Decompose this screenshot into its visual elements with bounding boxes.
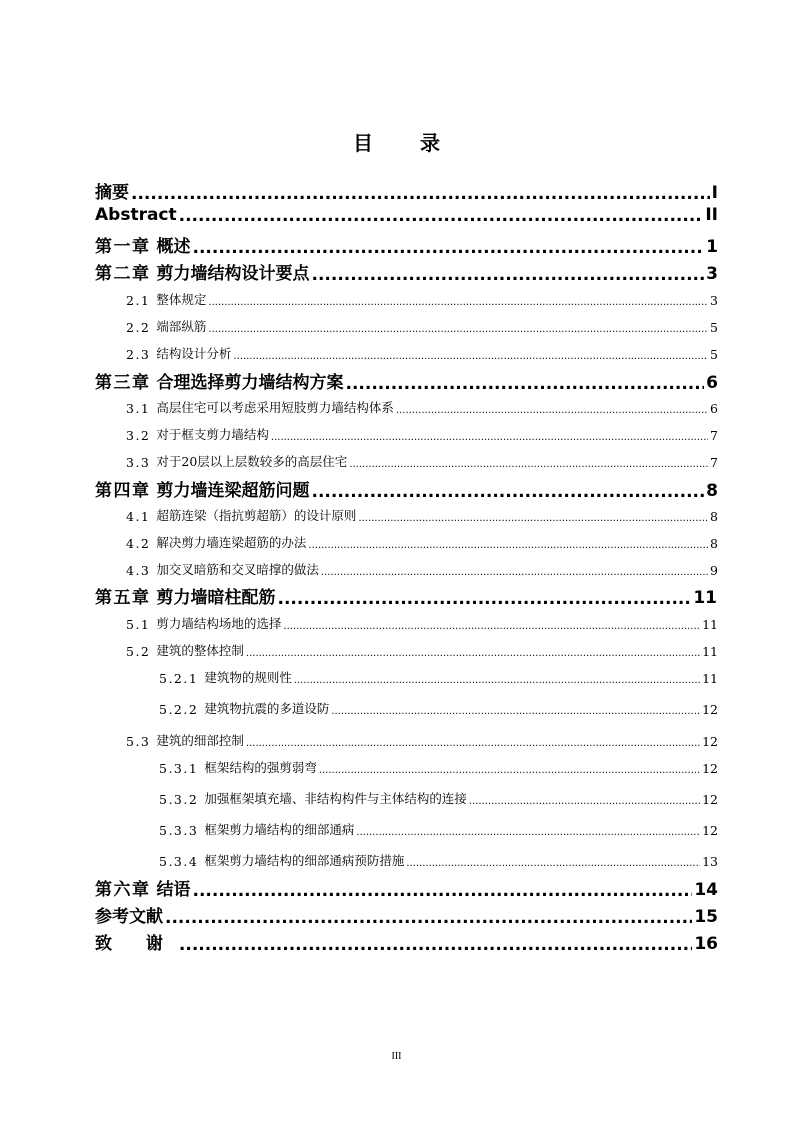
toc-entry-section[interactable]: [126, 560, 718, 578]
leader-dots: [208, 295, 708, 308]
toc-entry-number: 第五章: [95, 588, 151, 608]
leader-dots: [179, 208, 704, 225]
toc-entry-title: 建筑物抗震的多道设防: [204, 701, 330, 716]
toc-entry-title: 高层住宅可以考虑采用短肢剪力墙结构体系: [156, 400, 394, 415]
toc-entry-acknowledgements[interactable]: [95, 929, 718, 954]
toc-entry-title: 剪力墙连梁超筋问题: [156, 481, 310, 501]
leader-dots: [278, 591, 692, 608]
leader-dots: [271, 430, 708, 443]
leader-dots: [179, 937, 692, 954]
leader-dots: [406, 856, 700, 869]
toc-entry-chapter-6[interactable]: [95, 875, 718, 900]
toc-entry-page: 11: [702, 617, 718, 632]
toc-entry-subsection[interactable]: [159, 820, 718, 838]
toc-entry-title: 加强框架填充墙、非结构构件与主体结构的连接: [204, 791, 467, 806]
toc-entry-page: 11: [702, 644, 718, 659]
toc-entry-title: 对于20层以上层数较多的高层住宅: [156, 454, 348, 469]
toc-entry-chapter-1[interactable]: [95, 232, 718, 257]
toc-entry-title: 建筑的细部控制: [156, 733, 244, 748]
toc-entry-title: 合理选择剪力墙结构方案: [156, 373, 344, 393]
toc-entry-number: 3.2: [126, 428, 151, 443]
toc-entry-number: 3.3: [126, 455, 151, 470]
toc-entry-page: 8: [706, 481, 718, 501]
toc-entry-page: 5: [710, 347, 718, 362]
leader-dots: [283, 619, 700, 632]
toc-entry-title: 概述: [156, 237, 191, 257]
toc-entry-subsection[interactable]: [159, 699, 718, 717]
toc-entry-section[interactable]: [126, 344, 718, 362]
toc-entry-number: 3.1: [126, 401, 151, 416]
toc-entry-references[interactable]: [95, 902, 718, 927]
leader-dots: [233, 349, 708, 362]
leader-dots: [321, 565, 708, 578]
toc-entry-number: 5.2: [126, 644, 151, 659]
toc-entry-page: 8: [710, 509, 718, 524]
toc-entry-title: 摘要: [95, 183, 129, 203]
toc-entry-title: 结语: [156, 880, 191, 900]
leader-dots: [358, 511, 708, 524]
leader-dots: [131, 186, 710, 203]
toc-entry-page: 6: [710, 401, 718, 416]
leader-dots: [331, 704, 700, 717]
toc-entry-subsection[interactable]: [159, 789, 718, 807]
toc-entry-title: 整体规定: [156, 292, 207, 307]
toc-entry-number: 5.3: [126, 734, 151, 749]
toc-entry-page: 12: [702, 734, 718, 749]
toc-entry-page: I: [711, 183, 718, 203]
toc-entry-section[interactable]: [126, 641, 718, 659]
toc-entry-page: 8: [710, 536, 718, 551]
leader-dots: [396, 403, 708, 416]
toc-entry-title: 结构设计分析: [156, 346, 232, 361]
toc-entry-page: 5: [710, 320, 718, 335]
leader-dots: [312, 267, 705, 284]
toc-entry-subsection[interactable]: [159, 851, 718, 869]
toc-entry-page: 7: [710, 455, 718, 470]
toc-entry-page: 3: [710, 293, 718, 308]
toc-entry-title: 框架结构的强剪弱弯: [204, 760, 317, 775]
toc-entry-page: 14: [694, 880, 718, 900]
toc-entry-title: 端部纵筋: [156, 319, 207, 334]
leader-dots: [356, 825, 700, 838]
toc-entry-number: 2.3: [126, 347, 151, 362]
toc-entry-title: 框架剪力墙结构的细部通病预防措施: [204, 853, 405, 868]
toc-entry-page: 1: [706, 237, 718, 257]
toc-entry-title: 建筑物的规则性: [204, 670, 292, 685]
toc-entry-page: 15: [694, 907, 718, 927]
toc-entry-number: 2.2: [126, 320, 151, 335]
leader-dots: [319, 763, 700, 776]
toc-entry-number: 第一章: [95, 237, 151, 257]
toc-entry-title: 超筋连梁（指抗剪超筋）的设计原则: [156, 508, 357, 523]
toc-entry-number: 第三章: [95, 373, 151, 393]
toc-entry-page: 6: [706, 373, 718, 393]
toc-entry-abstract-cn[interactable]: [95, 178, 718, 203]
toc-entry-title: 加交叉暗筋和交叉暗撑的做法: [156, 562, 319, 577]
toc-entry-page: II: [705, 205, 718, 225]
toc-entry-number: 5.3.3: [159, 823, 199, 838]
toc-entry-number: 第四章: [95, 481, 151, 501]
leader-dots: [165, 910, 692, 927]
leader-dots: [308, 538, 708, 551]
toc-entry-number: 第二章: [95, 264, 151, 284]
toc-entry-page: 13: [702, 854, 718, 869]
toc-entry-section[interactable]: [126, 506, 718, 524]
toc-entry-number: 5.2.2: [159, 702, 199, 717]
toc-entry-page: 12: [702, 823, 718, 838]
toc-entry-number: 5.3.1: [159, 761, 199, 776]
toc-entry-page: 11: [693, 588, 717, 608]
toc-entry-title: 致 谢: [95, 934, 177, 954]
toc-entry-section[interactable]: [126, 452, 718, 470]
toc-entry-page: 12: [702, 792, 718, 807]
toc-entry-abstract-en[interactable]: [95, 205, 718, 225]
toc-entry-title: 解决剪力墙连梁超筋的办法: [156, 535, 307, 550]
toc-entry-page: 16: [694, 934, 718, 954]
leader-dots: [469, 794, 700, 807]
toc-entry-page: 3: [706, 264, 718, 284]
leader-dots: [193, 240, 705, 257]
toc-entry-section[interactable]: [126, 614, 718, 632]
toc-entry-number: 5.1: [126, 617, 151, 632]
leader-dots: [294, 673, 700, 686]
toc-entry-title: 剪力墙结构设计要点: [156, 264, 310, 284]
page-title: 目 录: [353, 131, 460, 155]
leader-dots: [246, 736, 700, 749]
leader-dots: [346, 376, 705, 393]
leader-dots: [349, 457, 708, 470]
toc-entry-subsection[interactable]: [159, 668, 718, 686]
toc-entry-number: 5.3.2: [159, 792, 199, 807]
toc-entry-title: 剪力墙暗柱配筋: [156, 588, 276, 608]
page-number-footer: III: [391, 1051, 402, 1062]
toc-entry-title: 剪力墙结构场地的选择: [156, 616, 282, 631]
toc-entry-section[interactable]: [126, 731, 718, 749]
toc-entry-page: 11: [702, 671, 718, 686]
toc-entry-title: 对于框支剪力墙结构: [156, 427, 269, 442]
toc-entry-page: 12: [702, 702, 718, 717]
leader-dots: [246, 646, 700, 659]
toc-entry-subsection[interactable]: [159, 758, 718, 776]
toc-entry-section[interactable]: [126, 290, 718, 308]
toc-entry-title: 建筑的整体控制: [156, 643, 244, 658]
toc-entry-number: 4.2: [126, 536, 151, 551]
toc-entry-number: 4.3: [126, 563, 151, 578]
toc-entry-section[interactable]: [126, 425, 718, 443]
toc-entry-number: 5.3.4: [159, 854, 199, 869]
toc-entry-title: Abstract: [95, 205, 177, 225]
toc-entry-chapter-4[interactable]: [95, 476, 718, 501]
toc-entry-chapter-2[interactable]: [95, 259, 718, 284]
toc-entry-number: 第六章: [95, 880, 151, 900]
toc-entry-number: 5.2.1: [159, 671, 199, 686]
toc-entry-section[interactable]: [126, 317, 718, 335]
toc-entry-section[interactable]: [126, 533, 718, 551]
toc-entry-number: 4.1: [126, 509, 151, 524]
toc-entry-chapter-5[interactable]: [95, 583, 717, 608]
leader-dots: [208, 322, 708, 335]
toc-entry-title: 参考文献: [95, 907, 163, 927]
toc-entry-page: 7: [710, 428, 718, 443]
toc-entry-page: 9: [710, 563, 718, 578]
leader-dots: [312, 484, 705, 501]
toc-entry-chapter-3[interactable]: [95, 368, 718, 393]
toc-entry-section[interactable]: [126, 398, 718, 416]
toc-entry-page: 12: [702, 761, 718, 776]
leader-dots: [193, 883, 693, 900]
toc-entry-title: 框架剪力墙结构的细部通病: [204, 822, 355, 837]
toc-entry-number: 2.1: [126, 293, 151, 308]
